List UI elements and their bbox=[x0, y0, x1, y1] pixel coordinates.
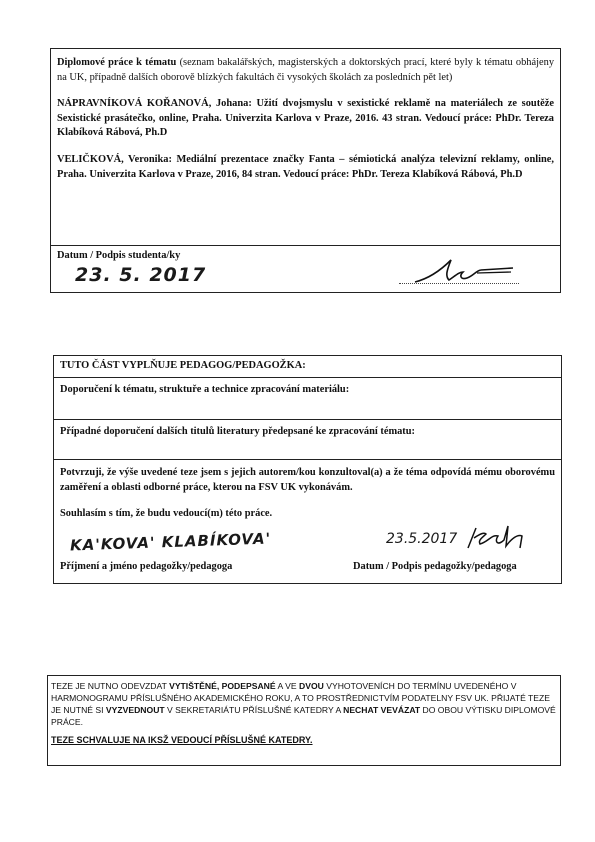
notice-segment: TEZE JE NUTNO ODEVZDAT bbox=[51, 681, 170, 691]
notice-segment: NECHAT VEVÁZAT bbox=[343, 705, 421, 715]
teacher-section-heading: TUTO ČÁST VYPLŇUJE PEDAGOG/PEDAGOŽKA: bbox=[60, 360, 306, 371]
consent-text: Souhlasím s tím, že budu vedoucí(m) této práce. bbox=[60, 508, 273, 520]
notice-text bbox=[51, 680, 557, 728]
student-signature bbox=[411, 258, 521, 286]
notice-segment: A VE bbox=[275, 681, 300, 691]
notice-segment: VYTIŠTĚNÉ, PODEPSANÉ bbox=[169, 681, 276, 691]
notice-segment: DVOU bbox=[299, 681, 324, 691]
teacher-name-label: Příjmení a jméno pedagožky/pedagoga bbox=[60, 561, 233, 572]
recommendation-cell bbox=[54, 378, 561, 420]
thesis-details-1: Johana: Užití dvojsmyslu v sexistické reklamě na materiálech ze soutěže Sexistické prasátečko, online, Praha. Univerzita Karlova v Praze, 2016. 43 stran. Vedoucí práce: PhDr. Tereza Klabíková Rábová, Ph.D bbox=[57, 98, 554, 139]
notice-segment: VYZVEDNOUT bbox=[105, 705, 165, 715]
thesis-entry-2 bbox=[57, 153, 554, 182]
thesis-author-1: NÁPRAVNÍKOVÁ KOŘANOVÁ, bbox=[57, 98, 212, 110]
student-section bbox=[50, 48, 561, 293]
teacher-section bbox=[53, 355, 562, 584]
recommendation-label: Doporučení k tématu, struktuře a technice zpracování materiálu: bbox=[60, 384, 350, 395]
student-date-label: Datum / Podpis studenta/ky bbox=[57, 250, 181, 261]
notice-segment: VYHOTOVENÍCH DO TERMÍNU UVEDENÉHO V HARMONOGRAMU PŘÍSLUŠNÉHO AKADEMICKÉHO ROKU, A TO PROSTŘEDNICTVÍM PODATELNY FSV UK. PŘIJATÉ TEZE JE NUTNÉ SI bbox=[51, 681, 551, 715]
submission-notice bbox=[47, 675, 561, 766]
notice-segment: V SEKRETARIÁTU PŘÍSLUŠNÉ KATEDRY A bbox=[164, 705, 344, 715]
teacher-date-sign-label: Datum / Podpis pedagožky/pedagoga bbox=[353, 561, 517, 572]
approval-text: TEZE SCHVALUJE NA IKSŽ VEDOUCÍ PŘÍSLUŠNÉ KATEDRY. bbox=[51, 735, 313, 745]
confirmation-text: Potvrzuji, že výše uvedené teze jsem s jejich autorem/kou konzultoval(a) a že téma odpovídá mému oborovému zaměření a oblasti odborné práce, kterou na FSV UK vykonávám. bbox=[60, 467, 555, 493]
literature-cell bbox=[54, 420, 561, 460]
teacher-heading-cell bbox=[54, 356, 561, 378]
topic-intro bbox=[57, 56, 554, 85]
literature-label: Případné doporučení dalších titulů literatury předepsané ke zpracování tématu: bbox=[60, 426, 416, 437]
theses-list-cell bbox=[51, 49, 560, 246]
student-handwritten-date: 23. 5. 2017 bbox=[75, 264, 207, 286]
thesis-details-2: Veronika: Mediální prezentace značky Fanta – sémiotická analýza televizní reklamy, online, Praha. Univerzita Karlova v Praze, 2016, 84 stran. Vedoucí práce: PhDr. Tereza Klabíková Rábová, Ph.D bbox=[57, 153, 554, 180]
topic-heading: Diplomové práce k tématu bbox=[57, 57, 177, 68]
teacher-handwritten-name: KA'KOVA' KLABÍKOVA' bbox=[69, 529, 272, 555]
student-signature-cell bbox=[51, 246, 560, 300]
notice-segment: DO OBOU VÝTISKU DIPLOMOVÉ PRÁCE. bbox=[51, 705, 556, 727]
confirmation-cell bbox=[54, 460, 561, 595]
thesis-entry-1 bbox=[57, 97, 554, 141]
topic-note: (seznam bakalářských, magisterských a doktorských prací, které byly k tématu obhájeny na UK, případně dalších oborově blízkých fakultách či vysokých školách za posledních pět let) bbox=[57, 57, 555, 83]
thesis-author-2: VELIČKOVÁ, bbox=[57, 153, 124, 165]
teacher-signature bbox=[464, 522, 544, 552]
teacher-handwritten-date: 23.5.2017 bbox=[386, 531, 458, 547]
